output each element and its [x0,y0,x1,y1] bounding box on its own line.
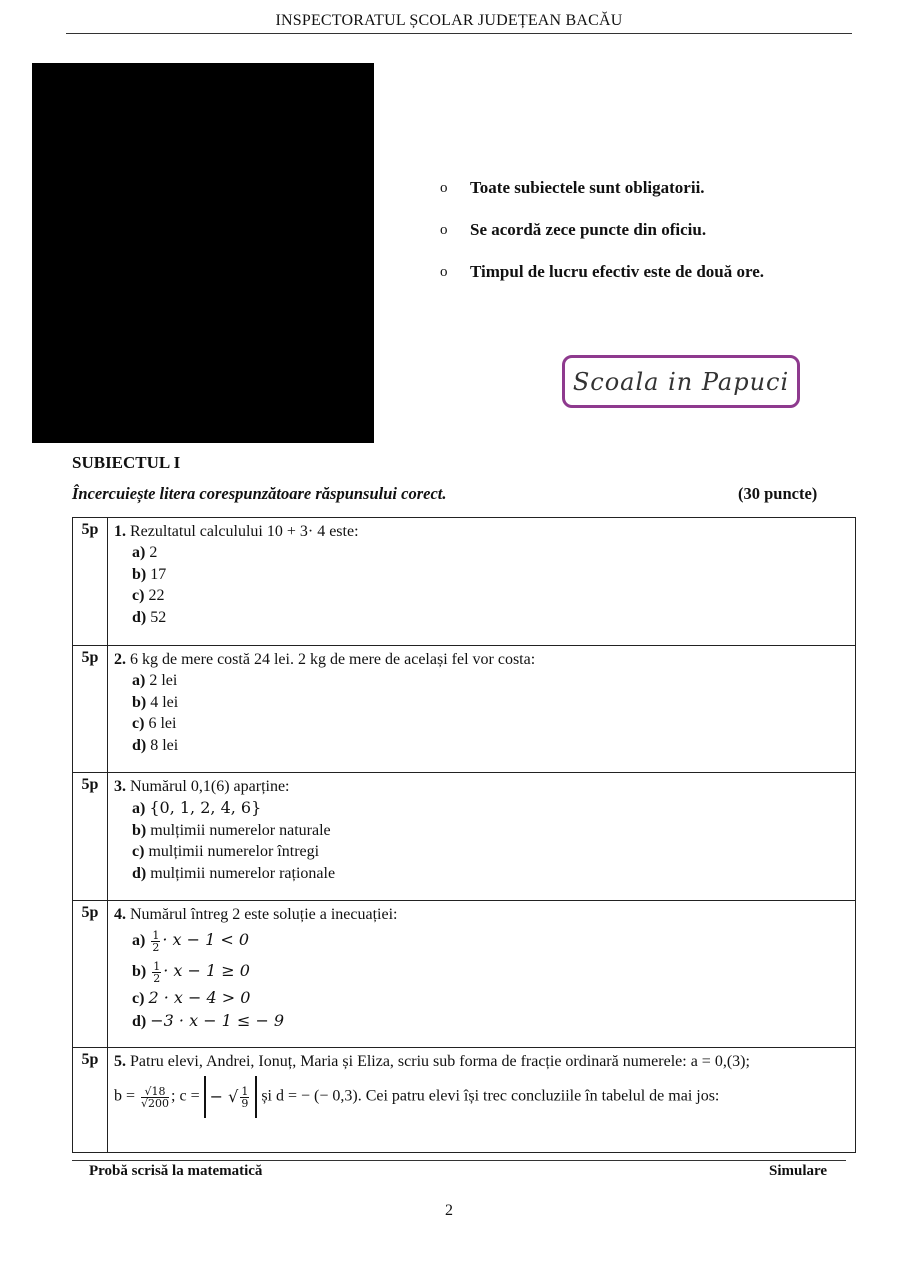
answer-option [132,863,849,885]
question-number: 2. [114,651,126,668]
answer-option [132,735,849,757]
footer-exam-type: Simulare [769,1163,828,1179]
instruction-item [440,220,764,262]
option-text: 6 lei [148,715,177,732]
answer-option [132,820,849,842]
answer-option [132,956,849,987]
question-text: Patru elevi, Andrei, Ionuț, Maria și Eliza, scriu sub forma de fracție ordinară numerele: a = 0,(3); [130,1053,750,1070]
option-text: 4 lei [150,693,179,711]
header-title: INSPECTORATUL ȘCOLAR JUDEȚEAN BACĂU [275,12,623,29]
question-text: Rezultatul calculului 10 + 3· 4 este: [130,523,359,540]
question-number: 5. [114,1053,126,1070]
option-letter[interactable]: b) [132,693,147,711]
option-text: 2 · x − 4 > 0 [148,988,251,1007]
option-text: mulțimii numerelor întregi [148,843,320,860]
questions-table [72,517,856,1153]
minus-sign: − [209,1087,224,1106]
fraction [152,961,161,984]
question-cell [108,518,856,646]
question-number: 4. [114,906,126,923]
question-row [73,1048,856,1153]
option-text: 8 lei [150,736,179,754]
answer-option [132,925,849,956]
c-label: ; c = [171,1087,200,1105]
instruction-item [440,262,764,304]
answer-option [132,585,849,607]
option-letter[interactable]: d) [132,1012,147,1030]
option-letter[interactable]: b) [132,565,147,583]
fraction-numerator: 1 [241,1085,249,1098]
question-text: Numărul 0,1(6) aparține: [130,778,290,795]
option-text: 22 [148,587,165,604]
answer-option [132,987,849,1010]
answer-option [132,564,849,586]
answer-option [132,692,849,714]
question-row [73,901,856,1048]
fraction-denominator: 9 [241,1097,249,1110]
option-letter[interactable]: d) [132,864,147,882]
bullet-circle-icon: o [440,180,448,196]
fraction-denominator: √200 [141,1096,170,1110]
instruction-text: Timpul de lucru efectiv este de două ore. [470,262,765,281]
bullet-circle-icon: o [440,222,448,238]
fraction-denominator: 2 [153,971,161,985]
answer-option [132,542,849,564]
option-text: 2 lei [149,672,178,689]
option-letter[interactable]: c) [132,843,145,860]
instruction-text: Toate subiectele sunt obligatorii. [470,178,705,197]
question-points: 5p [73,518,108,646]
question-row [73,646,856,773]
option-letter[interactable]: a) [132,800,146,817]
header-divider [66,33,852,34]
question-cell [108,646,856,773]
option-text: {0, 1, 2, 4, 6} [149,798,262,817]
answer-option [132,670,849,692]
question-text-continued: și d = − (− 0,3). Cei patru elevi își trec concluziile în tabelul de mai jos: [261,1087,720,1105]
question-points: 5p [73,773,108,901]
subject-instruction: Încercuiește litera corespunzătoare răspunsului corect. [72,484,447,503]
fraction [151,930,160,953]
question-row [73,773,856,901]
instruction-item [440,178,764,220]
fraction-b [141,1086,169,1109]
question-points: 5p [73,901,108,1048]
bullet-circle-icon: o [440,264,448,280]
option-text: 2 [149,544,158,561]
option-letter[interactable]: a) [132,544,146,561]
option-letter[interactable]: b) [132,821,147,839]
fraction-c [240,1086,249,1109]
page-number: 2 [445,1202,453,1219]
fraction-numerator: 1 [152,928,160,942]
question-number: 3. [114,778,126,795]
fraction-denominator: 2 [152,940,160,954]
option-text: · x − 1 < 0 [162,930,250,949]
option-letter[interactable]: c) [132,715,145,732]
b-label: b = [114,1087,136,1105]
fraction-numerator: 1 [153,959,161,973]
answer-option [132,841,849,863]
question-cell [108,1048,856,1153]
option-text: · x − 1 ≥ 0 [163,961,250,980]
question-points: 5p [73,646,108,773]
footer-divider [72,1160,846,1161]
option-letter[interactable]: d) [132,608,147,626]
option-letter[interactable]: a) [132,672,146,689]
question-row [73,518,856,646]
answer-option [132,713,849,735]
fraction-numerator: √18 [141,1086,169,1098]
option-letter[interactable]: c) [132,587,145,604]
absolute-value: − √ $\frac{1}{9}$ [204,1076,258,1118]
option-letter[interactable]: b) [132,963,147,980]
answer-option [132,797,849,820]
subject-points: (30 puncte) [738,484,818,503]
footer-exam-name: Probă scrisă la matematică [89,1163,263,1179]
question-points: 5p [73,1048,108,1153]
option-text: 17 [150,565,167,583]
option-text: 52 [150,608,167,626]
option-text: mulțimii numerelor naturale [150,821,331,839]
instruction-text: Se acordă zece puncte din oficiu. [470,220,707,239]
answer-option [132,1010,849,1033]
option-letter[interactable]: d) [132,736,147,754]
answer-option [132,607,849,629]
question-number: 1. [114,523,126,540]
subject-title: SUBIECTUL I [72,453,181,472]
redacted-block [32,63,374,443]
question-text: 6 kg de mere costă 24 lei. 2 kg de mere de același fel vor costa: [130,651,536,668]
watermark-logo: Scoala in Papuci [562,355,800,408]
option-text: mulțimii numerelor raționale [150,864,336,882]
question-cell [108,773,856,901]
question-cell [108,901,856,1048]
option-letter[interactable]: a) [132,932,146,949]
question-text: Numărul întreg 2 este soluție a inecuației: [130,906,398,923]
option-letter[interactable]: c) [132,990,145,1007]
option-text: −3 · x − 1 ≤ − 9 [150,1010,285,1030]
general-instructions [440,178,764,304]
